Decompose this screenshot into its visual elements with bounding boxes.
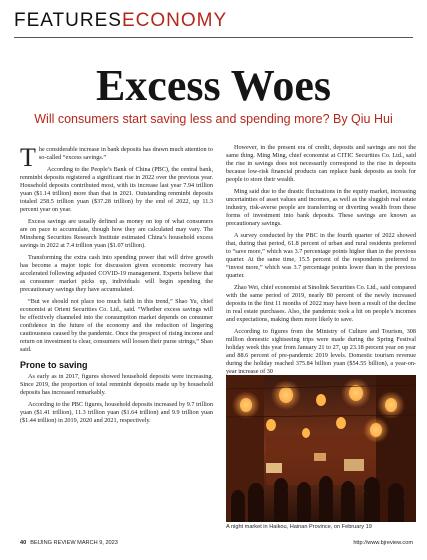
publication-info: BEIJING REVIEW MARCH 9, 2023 [30, 540, 118, 546]
paragraph: Transforming the extra cash into spending power that will drive growth has become a major topic for discussion given economic recovery has accelerated following adjusted COVID-19 management. Experts believe that as consumer market picks up, individuals will begin spending the precautionary savings they have accumulated. [20, 254, 213, 293]
paragraph: According to the PBC figures, household deposits increased by 9.7 trillion yuan ($1.41 trillion), 11.3 trillion yuan ($1.64 trillion) and 9.9 trillion yuan ($1.44 trillion) in 2019, 2020 and 2021, respectively. [20, 401, 213, 424]
right-column [226, 144, 416, 380]
paragraph: However, in the present era of credit, deposits and savings are not the same thing. Ming Ming, chief economist at CITIC Securities Co. Ltd., said the rise in savings does not necessarily correspond to the rise in deposits because low-risk financial products can replace bank deposits as tools for people to store their wealth. [226, 144, 416, 183]
website-url: http://www.bjreview.com [353, 540, 413, 546]
article-deck: Will consumers start saving less and spending more? By Qiu Hui [34, 112, 393, 126]
page-footer-left [20, 540, 118, 546]
paragraph-text: he considerable increase in bank deposits has drawn much attention to so-called “excess savings.” [38, 146, 213, 161]
paragraph [20, 143, 213, 172]
drop-cap: T [20, 143, 36, 172]
paragraph: “But we should not place too much faith in this trend,” Shao Yu, chief economist at Orient Securities Co. Ltd., said. “Whether excess savings will be effectively channeled into the consumption market depends on consumer confidence in the future of the economy and the reduction of lingering cautiousness caused by the pandemic. Once the prospect of rising income and return on investment is clear, consumers will loosen their purse strings,” Shao said. [20, 298, 213, 353]
subheading: Prone to saving [20, 360, 88, 370]
paragraph: Excess savings are usually defined as money on top of what consumers are on pace to accumulate, though how they are calculated may vary. The Minsheng Securities Research Institute estimated China’s household excess savings in 2022 at 7.4 trillion yuan ($1.07 trillion). [20, 218, 213, 249]
night-market-photo [226, 375, 416, 522]
paragraph: Zhao Wei, chief economist at Sinolink Securities Co. Ltd., said compared with the same period of 2019, nearly 80 percent of the newly increased deposits in the first 11 months of 2022 may have been a result of the decline in real estate purchases. Also, the pandemic took a hit on people’s incomes and expectations, making them more likely to save. [226, 284, 416, 323]
paragraph: According to figures from the Ministry of Culture and Tourism, 308 million domestic sightseeing trips were made during the Spring Festival holiday week this year from January 21 to 27, up 23.18 percent year on year and 88.6 percent of pre-pandemic 2019 levels. Domestic tourism revenue during the holiday reached 375.84 billion yuan ($54.55 billion), a year-on-year increase of 30 [226, 328, 416, 375]
subsection-name: ECONOMY [121, 10, 228, 31]
page-header [14, 6, 413, 36]
paragraph: According to the People’s Bank of China (PBC), the central bank, renminbi deposits registered a significant rise in 2022 over the previous year. Household deposits contributed most, with its increase last year 7.94 trillion yuan ($1.14 trillion) more than that in 2021. Outstanding renminbi deposits totaled 258.5 trillion yuan ($37.28 trillion) by the end of 2022, up 11.3 percent year on year. [20, 166, 213, 213]
paragraph: Ming said due to the drastic fluctuations in the equity market, increasing uncertainties of asset values and incomes, as well as the sluggish real estate industry, risk-averse people are transferring or diverting wealth from these forms of investment into bank deposits. These savings are known as precautionary savings. [226, 188, 416, 227]
photo-caption: A night market in Haikou, Hainan Province, on February 19 [226, 524, 372, 530]
section-label [14, 6, 413, 36]
left-column [20, 143, 213, 429]
page-number: 40 [20, 540, 27, 546]
paragraph: As early as in 2017, figures showed household deposits were increasing. Since 2019, the proportion of total renminbi deposits made up by household deposits has increased remarkably. [20, 373, 213, 396]
paragraph: A survey conducted by the PBC in the fourth quarter of 2022 showed that, during that period, 61.8 percent of urban and rural residents preferred to “save more,” which was 3.7 percentage points higher than in the previous quarter. At the same time, 15.5 percent of the respondents preferred to “invest more,” which was 3.7 percentage points lower than in the previous quarter. [226, 232, 416, 279]
night-market-image [226, 375, 416, 522]
header-rule [14, 37, 413, 38]
article-title: Excess Woes [95, 61, 332, 110]
section-name: FEATURES [14, 10, 122, 31]
